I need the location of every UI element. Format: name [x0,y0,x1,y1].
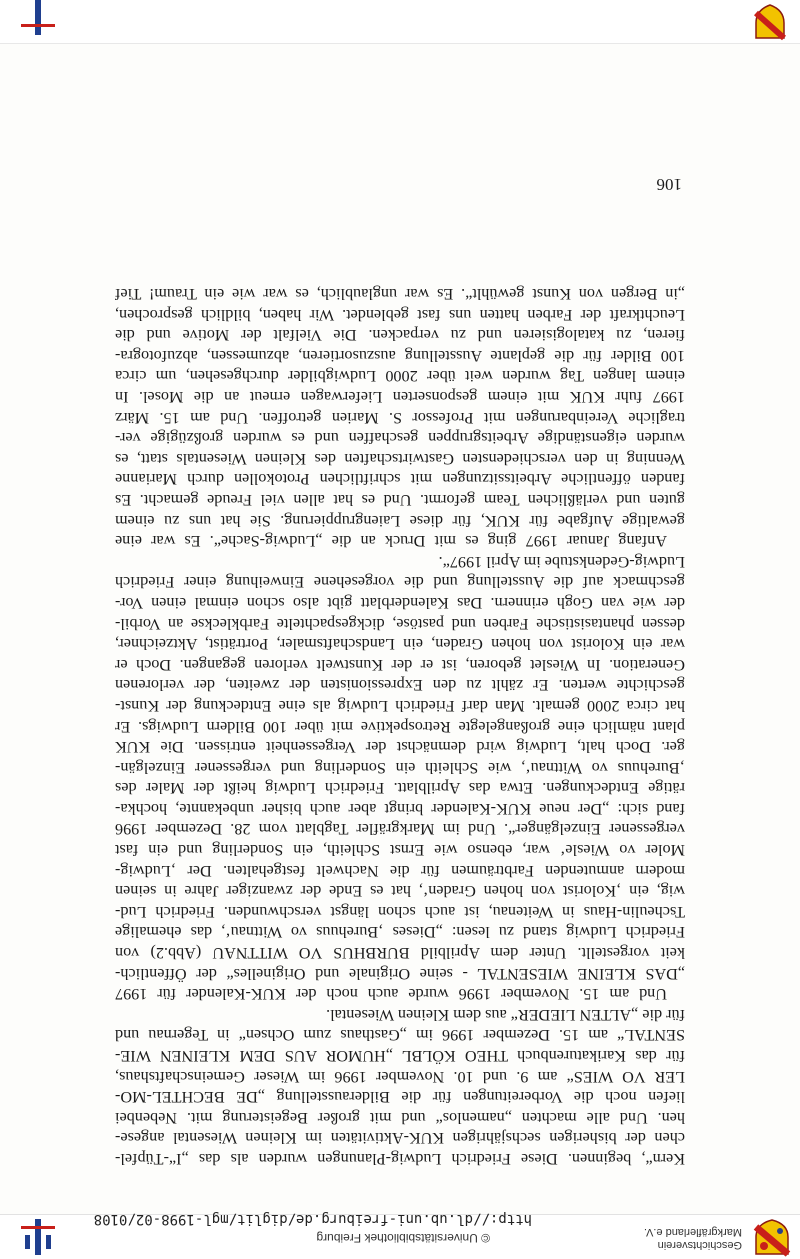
text-line: geschmack auf die Ausstellung und die vorgesehene Einweihung einer Friedrich [115,573,685,592]
text-line: fanden öffentliche Arbeitssitzungen mit schriftlichen Protokollen durch Marianne [115,470,685,489]
text-line: LER VO WIES“ am 9. und 10. November 1996 im Wieser Gemeinschaftshaus, [115,1067,685,1086]
text-line: Kern“, beginnen. Diese Friedrich Ludwig-Planungen wurden als das „I“-Tüpfel- [115,1150,685,1168]
text-line: Und am 15. November 1996 wurde auch noch der KUK-Kalender für 1997 [115,985,667,1004]
text-line: Tscheulin-Haus in Weitenau, ist auch schon längst verschwunden. Friedrich Lud- [115,902,685,921]
page-number: 106 [656,175,682,194]
text-line: Moler vo Wiesle‘ war, ebenso wie Ernst Schleith, ein Sonderling und ein fast [115,841,685,860]
text-line: vergessener Einzelgänger“. Und im Markgräfler Tagblatt vom 28. Dezember 1996 [115,820,685,839]
text-line: wig, ein ‚Kolorist von hohen Graden‘, hat es Ende der zwanziger Jahre in seinen [115,882,685,901]
coat-of-arms-icon [752,3,788,41]
text-line: wurden eigenständige Arbeitsgruppen geschaffen und es wurden großzügige ver- [115,429,685,448]
text-line: SENTAL“ am 15. Dezember 1996 im „Gasthaus zum Ochsen“ in Tegernau und [115,1026,685,1045]
text-line: einem langen Tag wurden weit über 2000 Ludwigbilder durchgesehen, um circa [115,367,685,386]
text-line: fieren, zu katalogisieren und zu verpacken. Die Vielfalt der Motive und die [115,326,685,345]
text-line: hat circa 2000 gemalt. Man darf Friedrich Ludwig als eine Entdeckung der Kunst- [115,696,685,715]
text-line: „in Bergen von Kunst gewühlt“. Es war unglaublich, es war wie ein Traum! Tief [115,285,685,304]
source-url[interactable]: http://dl.ub.uni-freiburg.de/diglit/mgl-1998-02/0108 [93,1211,532,1227]
copyright-notice: © Universitätsbibliothek Freiburg [316,1231,490,1245]
text-line: für das Karikaturenbuch THEO KÖLBL „HUMOR AUS DEM KLEINEN WIE- [115,1047,685,1066]
library-logo-icon [21,0,55,35]
text-line: hen. Und alle machten „namenlos“ und mit großer Begeisterung mit. Nebenbei [115,1108,685,1127]
text-line: geschichte werten. Er zählt zu den Expressionisten der zweiten, der verlorenen [115,676,685,695]
text-line: Wenning in den verschiedensten Gastwirtschaften des Kleinen Wiesentals statt, es [115,449,685,468]
library-logo-icon [21,1219,55,1255]
text-line: 1997 fuhr KUK mit einem gesponserten Lieferwagen erneut an die Mosel. In [115,388,685,407]
text-line: ger. Doch halt, Ludwig wird demnächst der Vergessenheit entrissen. Die KUK [115,738,685,757]
text-line: für die „ALTEN LIEDER“ aus dem Kleinen Wiesental. [326,1005,685,1024]
text-line: Generation. In Wieslet geboren, ist er der Kunstwelt verloren gegangen. Doch er [115,655,685,674]
text-line: ‚Burehuus vo Wittnau‘, wie Schleith ein Sonderling und vergessener Einzelgän- [115,758,685,777]
text-line: Anfang Januar 1997 ging es mit Druck an die „Ludwig-Sache“. Es war eine [115,532,667,551]
text-line: modern anmutenden Farbträumen für die Nachwelt festgehalten. Der ‚Ludwig- [115,861,685,880]
text-line: Leuchtkraft der Farben hatten uns fast geblendet. Wir haben, bildlich gesprochen, [115,305,685,324]
body-text [115,283,685,1169]
coat-of-arms-icon [752,1219,792,1257]
text-line: fand sich: „Der neue KUK-Kalender bringt aber auch bisher unbekannte, hochka- [115,799,685,818]
text-line: rätige Entdeckungen. Etwa das Aprilblatt. Friedrich Ludwig heißt der Maler des [115,779,685,798]
text-line: keit vorgestellt. Unter dem Aprilbild BURBHUS VO WITTNAU (Abb.2) von [115,944,685,963]
source-banner-bottom [0,0,800,44]
text-line: plant nämlich eine großangelegte Retrospektive mit über 100 Bildern Ludwigs. Er [115,717,685,736]
text-line: guten und verläßlichen Team geformt. Und es hat allen viel Freude gemacht. Es [115,491,685,509]
text-line: tragliche Vereinbarungen mit Professor S. Marien getroffen. Und am 15. März [115,408,685,427]
partner-name: Geschichtsverein Markgräflerland e.V. [643,1226,742,1251]
text-line: gewaltige Aufgabe für KUK, für diese Laiengruppierung. Sie hat uns zu einem [115,511,685,530]
text-line: der wie van Gogh erinnern. Das Kalenderblatt gibt also schon einmal einen Vor- [115,593,685,612]
text-line: dessen phantasistische Farben und pastöse, dickgespachtelte Farbkleckse an Vorbil- [115,614,685,633]
text-line: Ludwig-Gedenkstube im April 1997“. [438,552,685,571]
text-line: chen der bisherigen sechsjährigen KUK-Aktivitäten im Kleinen Wiesental angese- [115,1129,685,1148]
source-banner [0,1211,800,1259]
text-line: 100 Bilder für die geplante Ausstellung auszusortieren, abzumessen, abzufotogra- [115,346,685,365]
text-line: Friedrich Ludwig stand zu lesen: „Dieses ‚Burehuus vo Wittnau‘, das ehemalige [115,923,685,942]
text-line: liefen noch die Vorbereitungen für die Bilderausstellung „DE BECHTEL-MO- [115,1088,685,1107]
text-line: war ein Kolorist von hohen Graden, ein Landschaftsmaler, Porträtist, Aktzeichner, [115,635,685,654]
text-line: „DAS KLEINE WIESENTAL - seine Originale und Originelles“ der Öffentlich- [115,964,685,983]
